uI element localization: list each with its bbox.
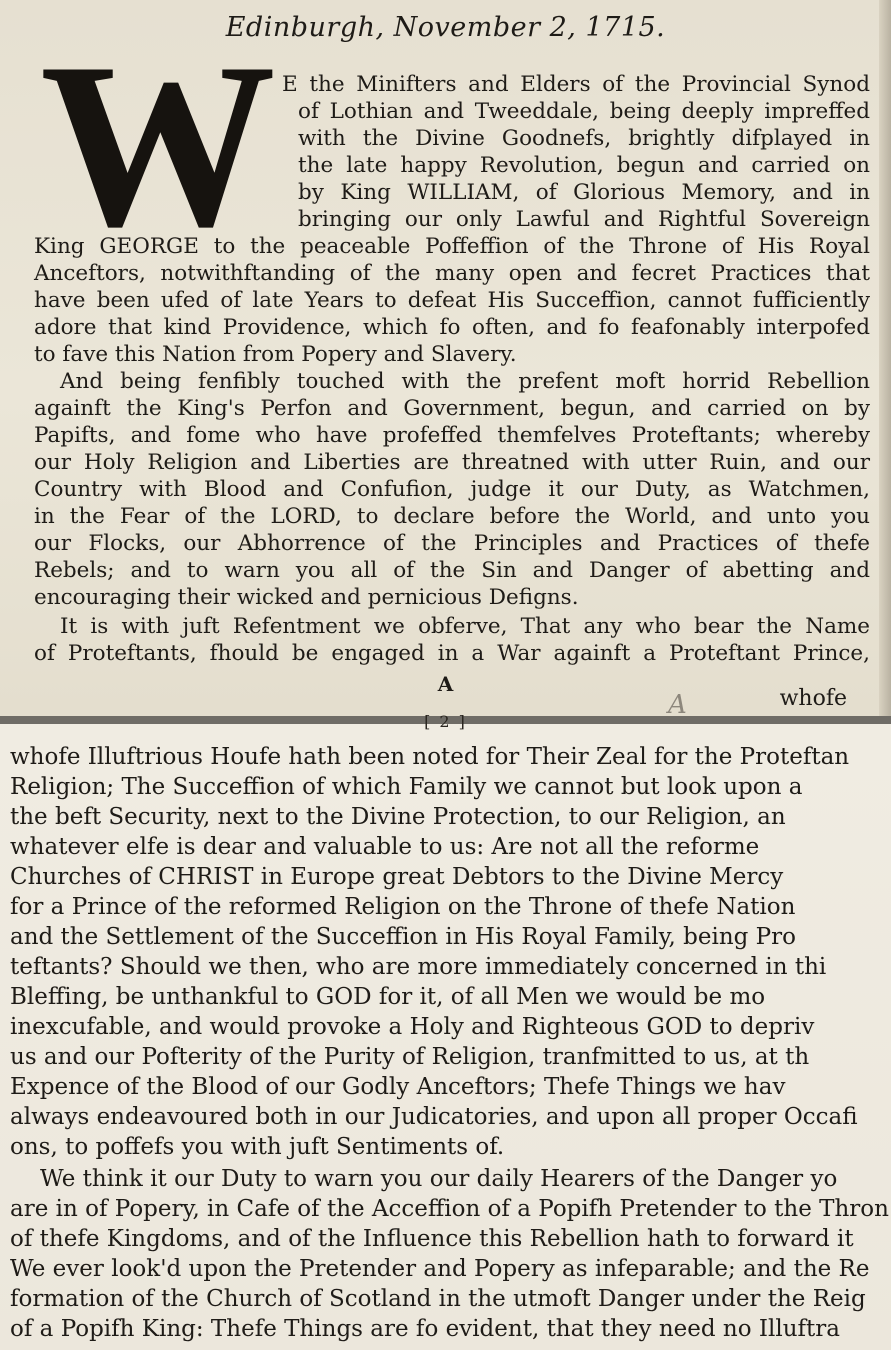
text-line: are in of Popery, in Cafe of the Acceffion of a Popifh Pretender to the Thron: [10, 1196, 889, 1222]
text-line: Country with Blood and Confufion, judge it our Duty, as Watchmen,: [34, 477, 870, 502]
text-line: whatever elfe is dear and valuable to us: Are not all the reforme: [10, 834, 760, 860]
text-line: formation of the Church of Scotland in the utmoft Danger under the Reig: [10, 1286, 866, 1312]
text-line: We ever look'd upon the Pretender and Popery as infeparable; and the Re: [10, 1256, 870, 1282]
page-number: [ 2 ]: [424, 712, 467, 731]
catchword: whofe: [779, 686, 847, 711]
text-line: our Holy Religion and Liberties are threatned with utter Ruin, and our: [34, 450, 870, 475]
text-line: the late happy Revolution, begun and carried on: [298, 153, 870, 178]
text-line: always endeavoured both in our Judicatories, and upon all proper Occafi: [10, 1104, 858, 1130]
text-line: inexcufable, and would provoke a Holy and Righteous GOD to depriv: [10, 1014, 815, 1040]
signature-mark: A: [437, 672, 454, 696]
text-line: Churches of CHRIST in Europe great Debtors to the Divine Mercy: [10, 864, 784, 890]
text-line: Anceftors, notwithftanding of the many open and fecret Practices that: [34, 261, 870, 286]
text-line: whofe Illuftrious Houfe hath been noted for Their Zeal for the Proteftan: [10, 744, 850, 770]
text-line: encouraging their wicked and pernicious Defigns.: [34, 585, 579, 610]
text-line: of thefe Kingdoms, and of the Influence this Rebellion hath to forward it: [10, 1226, 854, 1252]
text-line: for a Prince of the reformed Religion on the Throne of thefe Nation: [10, 894, 796, 920]
text-line: ons, to poffefs you with juft Sentiments of.: [10, 1134, 505, 1160]
page-edge: [879, 0, 891, 716]
page-two: [0, 724, 891, 1350]
text-line: of a Popifh King: Thefe Things are fo evident, that they need no Illuftra: [10, 1316, 840, 1342]
text-line: of Proteftants, fhould be engaged in a War againft a Proteftant Prince,: [34, 641, 870, 666]
pencil-annotation: A: [668, 690, 687, 716]
text-line: teftants? Should we then, who are more immediately concerned in thi: [10, 954, 827, 980]
text-line: by King WILLIAM, of Glorious Memory, and in: [298, 180, 870, 205]
text-line: have been ufed of late Years to defeat His Succeffion, cannot fufficiently: [34, 288, 870, 313]
text-line: bringing our only Lawful and Rightful Sovereign: [298, 207, 870, 232]
text-line: Bleffing, be unthankful to GOD for it, of all Men we would be mo: [10, 984, 766, 1010]
dateline-header: Edinburgh, November 2, 1715.: [225, 12, 666, 43]
text-line: with the Divine Goodnefs, brightly difplayed in: [298, 126, 870, 151]
drop-cap: W: [40, 15, 276, 276]
text-line: Rebels; and to warn you all of the Sin and Danger of abetting and: [34, 558, 870, 583]
text-line: us and our Pofterity of the Purity of Religion, tranfmitted to us, at th: [10, 1044, 810, 1070]
text-line: King GEORGE to the peaceable Poffeffion of the Throne of His Royal: [34, 234, 870, 259]
text-line: to fave this Nation from Popery and Slavery.: [34, 342, 517, 367]
text-line: We think it our Duty to warn you our daily Hearers of the Danger yo: [40, 1166, 838, 1192]
text-line: Papifts, and fome who have profeffed themfelves Proteftants; whereby: [34, 423, 870, 448]
text-line: And being fenfibly touched with the prefent moft horrid Rebellion: [60, 369, 870, 394]
text-line: It is with juft Refentment we obferve, That any who bear the Name: [60, 614, 870, 639]
text-line: adore that kind Providence, which fo often, and fo feafonably interpofed: [34, 315, 870, 340]
text-line: in the Fear of the LORD, to declare before the World, and unto you: [34, 504, 870, 529]
text-line: E the Minifters and Elders of the Provincial Synod: [282, 72, 870, 97]
text-line: our Flocks, our Abhorrence of the Principles and Practices of thefe: [34, 531, 870, 556]
text-line: the beft Security, next to the Divine Protection, to our Religion, an: [10, 804, 786, 830]
text-line: and the Settlement of the Succeffion in His Royal Family, being Pro: [10, 924, 796, 950]
text-line: Expence of the Blood of our Godly Anceftors; Thefe Things we hav: [10, 1074, 786, 1100]
text-line: of Lothian and Tweeddale, being deeply impreffed: [298, 99, 870, 124]
text-line: againft the King's Perfon and Government, begun, and carried on by: [34, 396, 870, 421]
text-line: Religion; The Succeffion of which Family we cannot but look upon a: [10, 774, 803, 800]
